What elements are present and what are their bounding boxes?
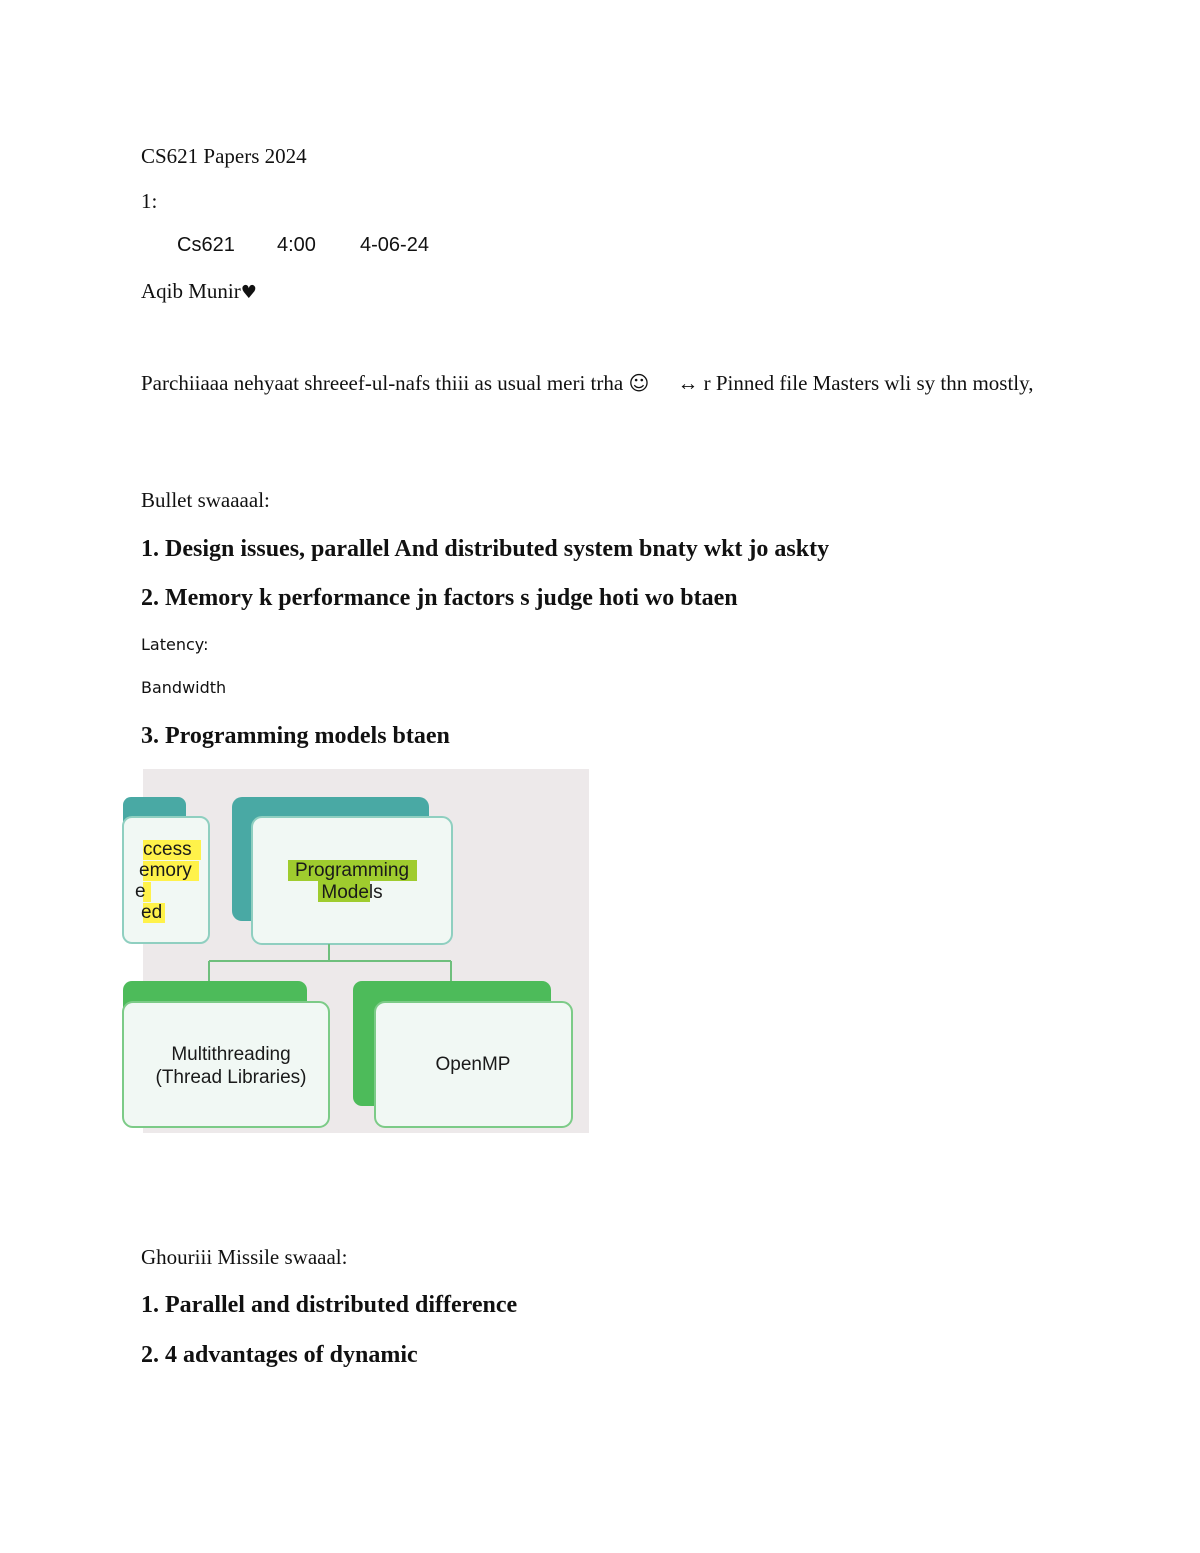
child1-node-line-2: (Thread Libraries): [155, 1067, 307, 1088]
left-node-line-4: ed: [141, 902, 163, 923]
exam-course: Cs621: [177, 234, 235, 256]
exam-time: 4:00: [277, 234, 316, 256]
bullet-question-1: 1. Design issues, parallel And distributed system bnaty wkt jo askty: [141, 536, 830, 562]
memory-factor-latency: Latency:: [141, 635, 209, 654]
exam-meta-row: [0, 235, 600, 259]
bullet-section-heading: Bullet swaaaal:: [141, 488, 270, 512]
intro-text-part1: Parchiiaaa nehyaat shreeef-ul-nafs thiii as usual meri trha: [141, 371, 624, 395]
child2-node-label: OpenMP: [435, 1054, 511, 1075]
missile-question-1: 1. Parallel and distributed difference: [141, 1292, 518, 1318]
intro-paragraph: [141, 368, 1061, 398]
child1-node-line-1: Multithreading: [171, 1044, 291, 1065]
heart-icon: ♥: [240, 282, 257, 303]
missile-section-heading: Ghouriii Missile swaaal:: [141, 1245, 348, 1269]
document-title: CS621 Papers 2024: [141, 144, 307, 168]
root-node-line-1: Programming: [294, 860, 410, 881]
programming-models-diagram: [135, 769, 589, 1133]
memory-factor-bandwidth: Bandwidth: [141, 678, 227, 697]
bullet-question-3: 3. Programming models btaen: [141, 723, 450, 749]
author-name: Aqib Munir: [141, 279, 241, 303]
left-node-line-1: ccess: [143, 839, 192, 860]
left-node-line-3: e: [135, 881, 146, 902]
exam-date: 4-06-24: [360, 234, 429, 256]
left-node-line-2: emory: [139, 860, 192, 881]
bullet-question-2: 2. Memory k performance jn factors s judge hoti wo btaen: [141, 585, 738, 611]
intro-text-part2: ↔ r Pinned file Masters wli sy thn mostly,: [677, 371, 1034, 395]
question-number-label: 1:: [141, 189, 158, 213]
missile-question-2: 2. 4 advantages of dynamic: [141, 1342, 418, 1368]
author-line: [141, 281, 257, 302]
root-node-line-2: Models: [321, 882, 383, 903]
smiley-icon: ☺: [628, 371, 650, 395]
